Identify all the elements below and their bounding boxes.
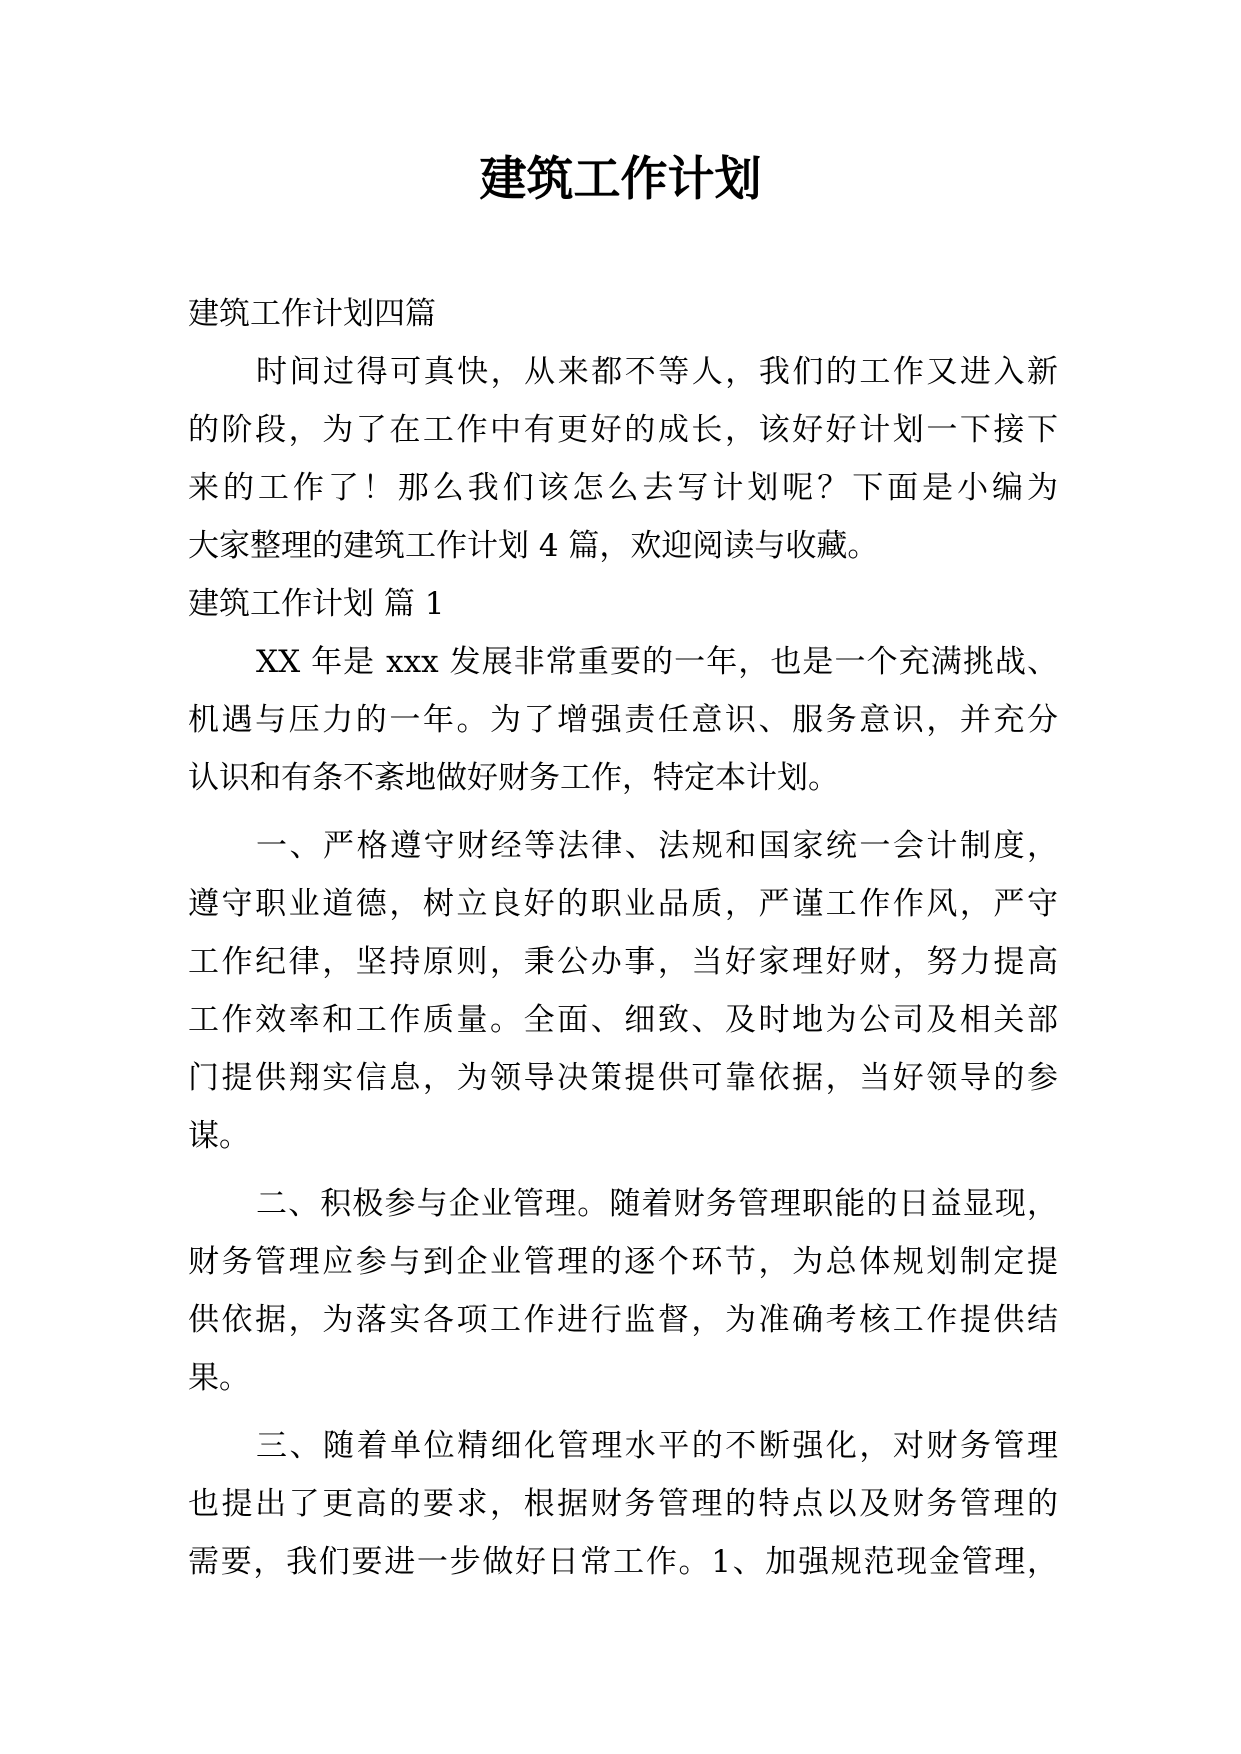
paragraph-line: 三、随着单位精细化管理水平的不断强化，对财务管理: [256, 1428, 1058, 1464]
paragraph-line: 需要，我们要进一步做好日常工作。1、加强规范现金管理，: [188, 1544, 1058, 1580]
paragraph-line: 时间过得可真快，从来都不等人，我们的工作又进入新: [256, 354, 1058, 390]
paragraph-line: 工作效率和工作质量。全面、细致、及时地为公司及相关部: [188, 1002, 1058, 1038]
paragraph-line: XX 年是 xxx 发展非常重要的一年，也是一个充满挑战、: [256, 644, 1058, 680]
paragraph-line: 果。: [188, 1360, 250, 1396]
paragraph-line: 来的工作了！那么我们该怎么去写计划呢？下面是小编为: [188, 470, 1058, 506]
paragraph-gap: [188, 1407, 1058, 1417]
paragraph-line: 供依据，为落实各项工作进行监督，为准确考核工作提供结: [188, 1302, 1058, 1338]
paragraph-gap: [188, 807, 1058, 817]
paragraph-gap: [188, 1165, 1058, 1175]
section-heading: 建筑工作计划 篇 1: [188, 586, 445, 622]
paragraph-line: 门提供翔实信息，为领导决策提供可靠依据，当好领导的参: [188, 1060, 1058, 1096]
paragraph-line: 的阶段，为了在工作中有更好的成长，该好好计划一下接下: [188, 412, 1058, 448]
paragraph-line: 大家整理的建筑工作计划 4 篇，欢迎阅读与收藏。: [188, 528, 879, 564]
document-title: 建筑工作计划: [479, 152, 762, 207]
paragraph-line: 机遇与压力的一年。为了增强责任意识、服务意识，并充分: [188, 702, 1058, 738]
paragraph-line: 二、积极参与企业管理。随着财务管理职能的日益显现，: [256, 1186, 1058, 1222]
paragraph-line: 也提出了更高的要求，根据财务管理的特点以及财务管理的: [188, 1486, 1058, 1522]
document-body: [188, 285, 1058, 1591]
paragraph-line: 一、严格遵守财经等法律、法规和国家统一会计制度，: [256, 828, 1058, 864]
paragraph-line: 工作纪律，坚持原则，秉公办事，当好家理好财，努力提高: [188, 944, 1058, 980]
paragraph-line: 遵守职业道德，树立良好的职业品质，严谨工作作风，严守: [188, 886, 1058, 922]
paragraph-line: 谋。: [188, 1118, 250, 1154]
paragraph-line: 财务管理应参与到企业管理的逐个环节，为总体规划制定提: [188, 1244, 1058, 1280]
subtitle-line: 建筑工作计划四篇: [188, 296, 436, 332]
paragraph-line: 认识和有条不紊地做好财务工作，特定本计划。: [188, 760, 839, 796]
